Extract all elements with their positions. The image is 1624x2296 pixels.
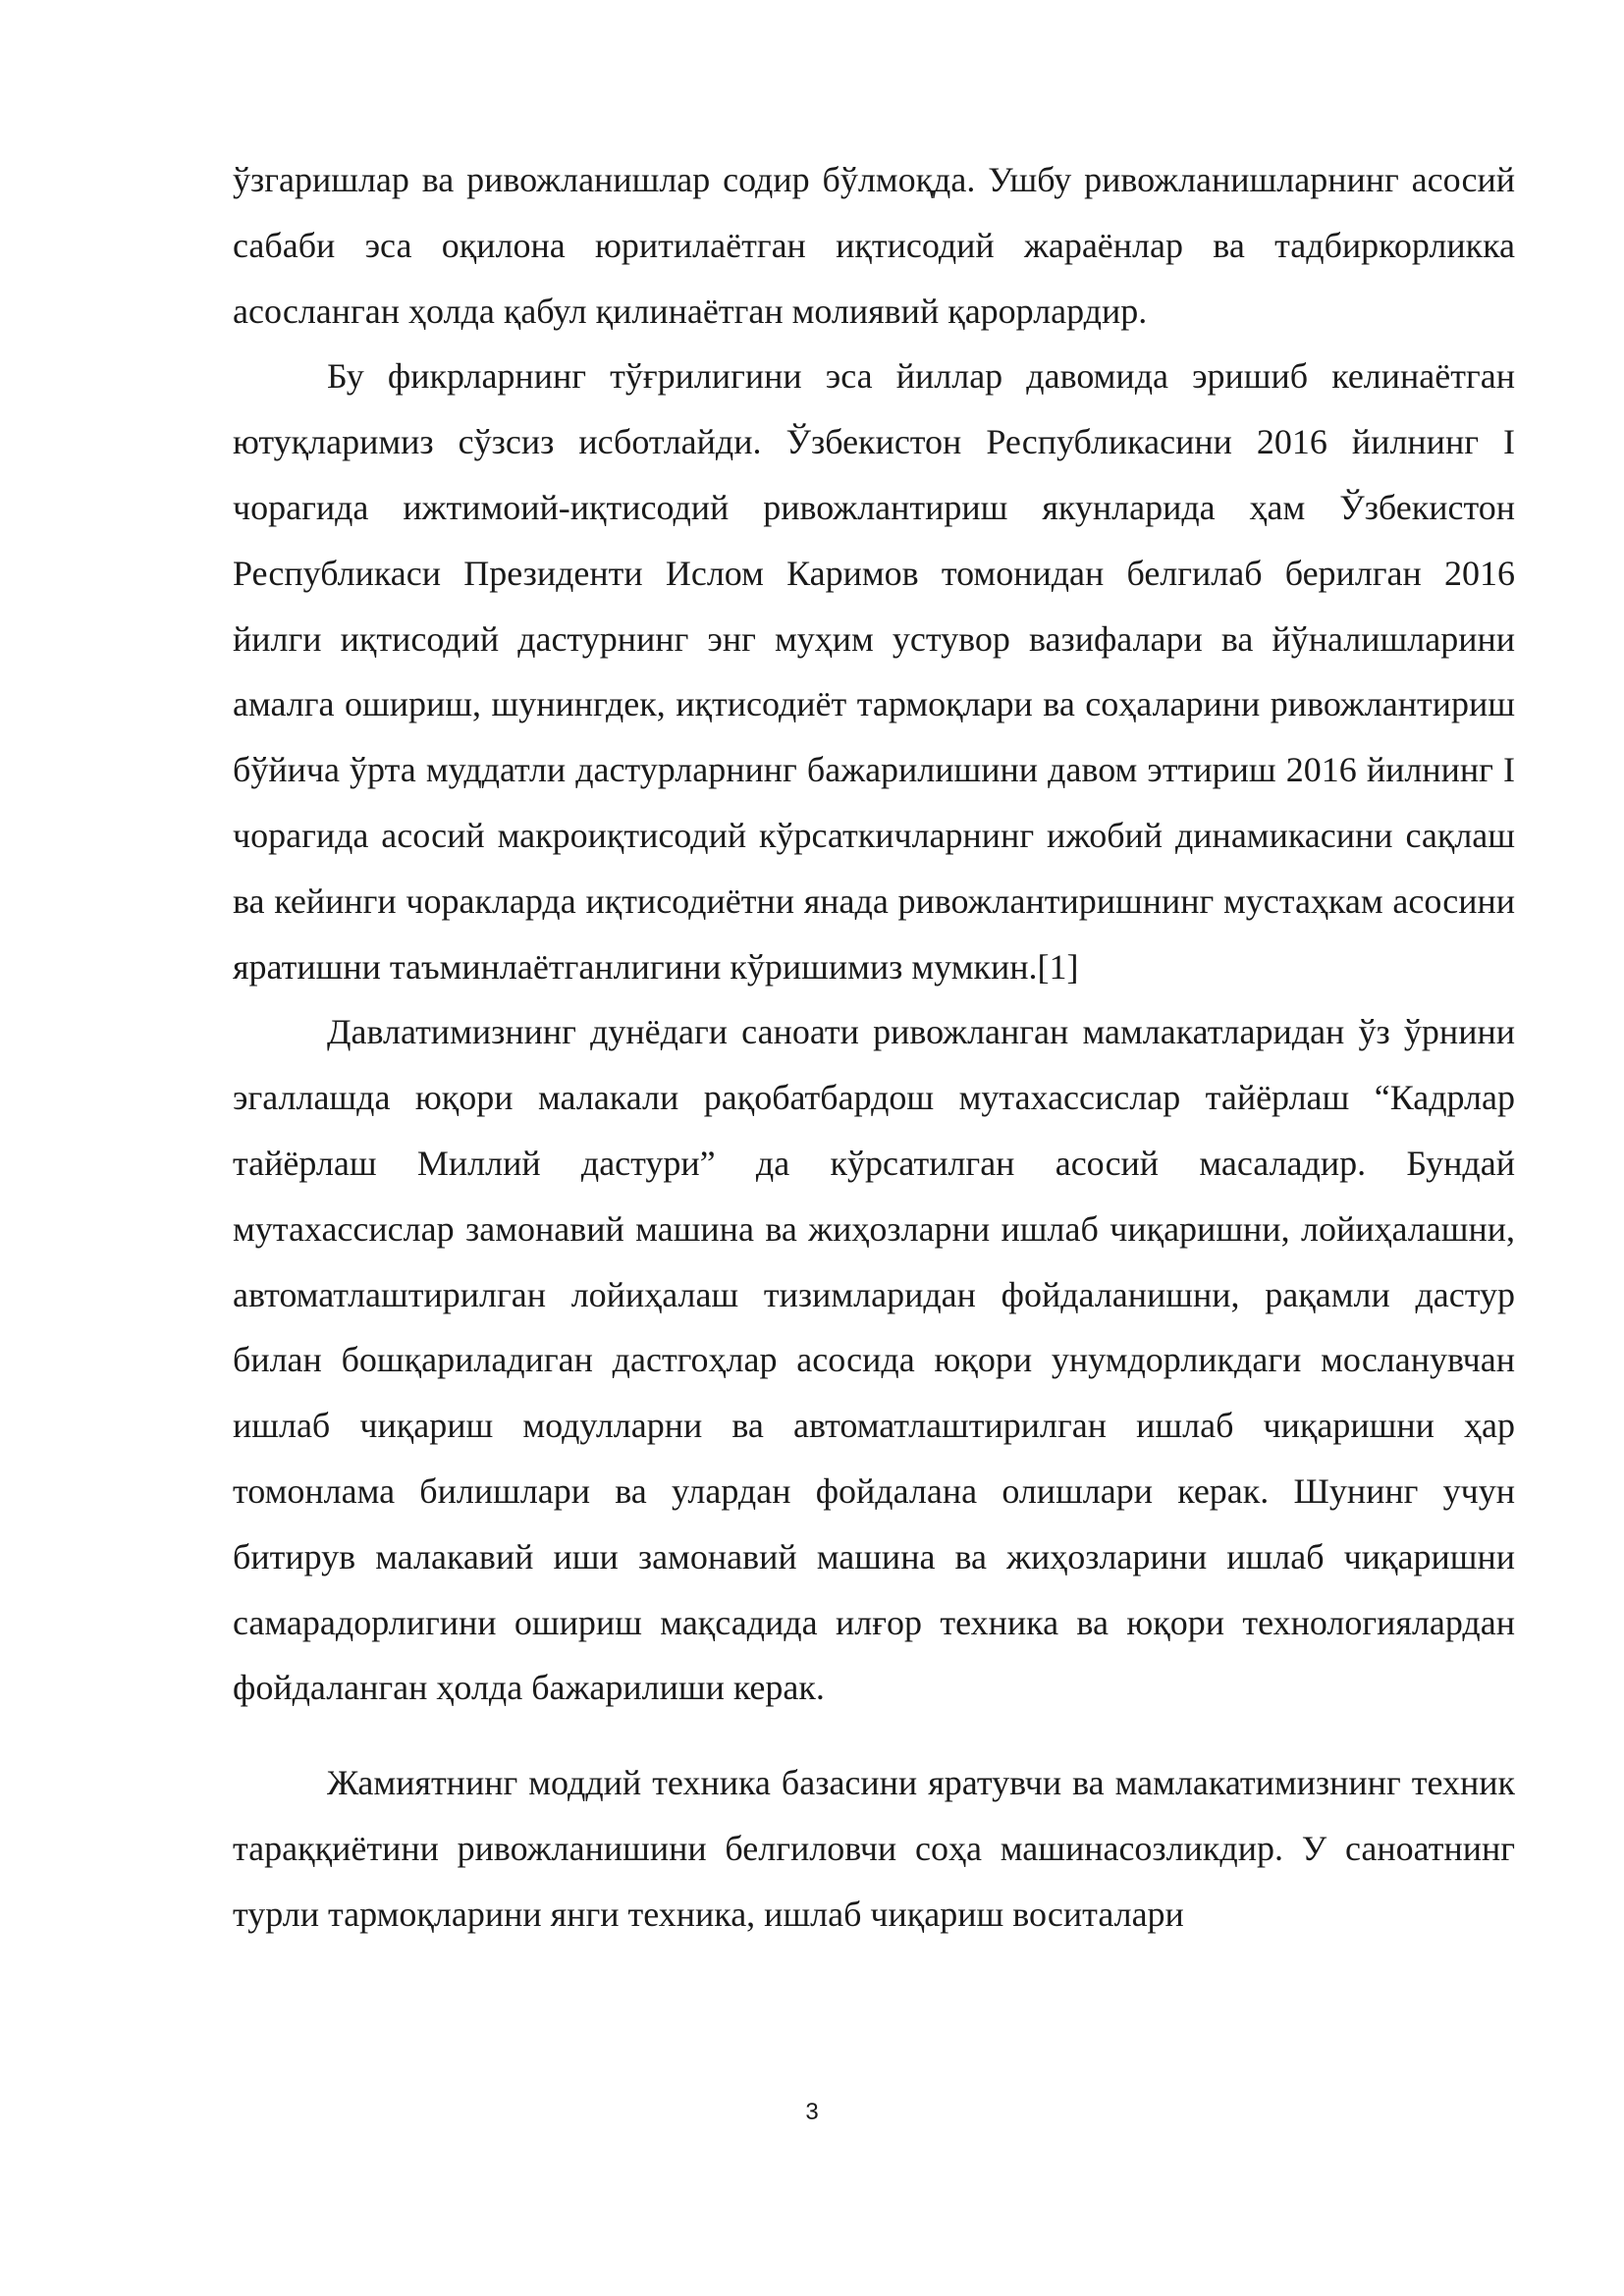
paragraph-achievements: Бу фикрларнинг тўғрилигини эса йиллар давомида эришиб келинаётган ютуқларимиз сўзсиз исботлайди. Ўзбекистон Республикасини 2016 йилнинг I чорагида ижтимоий-иқтисодий ривожлантириш якунларида ҳам Ўзбекистон Республикаси Президенти Ислом Каримов томонидан белгилаб берилган 2016 йилги иқтисодий дастурнинг энг муҳим устувор вазифалари ва йўналишларини амалга ошириш, шунингдек, иқтисодиёт тармоқлари ва соҳаларини ривожлантириш бўйича ўрта муддатли дастурларнинг бажарилишини давом эттириш 2016 йилнинг I чорагида асосий макроиқтисодий кўрсаткичларнинг ижобий динамикасини сақлаш ва кейинги чоракларда иқтисодиётни янада ривожлантиришнинг мустаҳкам асосини яратишни таъминлаётганлигини кўришимиз мумкин.[1] [233,356,1515,987]
paragraph-specialists: Давлатимизнинг дунёдаги саноати ривожланган мамлакатларидан ўз ўрнини эгаллашда юқори малакали рақобатбардош мутахассислар тайёрлаш “Кадрлар тайёрлаш Миллий дастури” да кўрсатилган асосий масаладир. Бундай мутахассислар замонавий машина ва жиҳозларни ишлаб чиқаришни, лойиҳалашни, автоматлаштирилган лойиҳалаш тизимларидан фойдаланишни, рақамли дастур билан бошқариладиган дастгоҳлар асосида юқори унумдорликдаги мосланувчан ишлаб чиқариш модулларни ва автоматлаштирилган ишлаб чиқаришни ҳар томонлама билишлари ва улардан фойдалана олишлари керак. Шунинг учун битирув малакавий иши замонавий машина ва жиҳозларини ишлаб чиқаришни самарадорлигини ошириш мақсадида илғор техника ва юқори технологиялардан фойдаланган ҳолда бажарилиши керак. [233,1012,1515,1708]
body-text [233,147,1515,1948]
paragraph-machine-building: Жамиятнинг моддий техника базасини яратувчи ва мамлакатимизнинг техник тараққиётини ривожланишини белгиловчи соҳа машинасозликдир. У саноатнинг турли тармоқларини янги техника, ишлаб чиқариш воситалари [233,1763,1515,1934]
page-number: 3 [805,2099,819,2125]
paragraph-continuation: ўзгаришлар ва ривожланишлар содир бўлмоқда. Ушбу ривожланишларнинг асосий сабаби эса оқилона юритилаётган иқтисодий жараёнлар ва тадбиркорликка асосланган ҳолда қабул қилинаётган молиявий қарорлардир. [233,160,1515,331]
